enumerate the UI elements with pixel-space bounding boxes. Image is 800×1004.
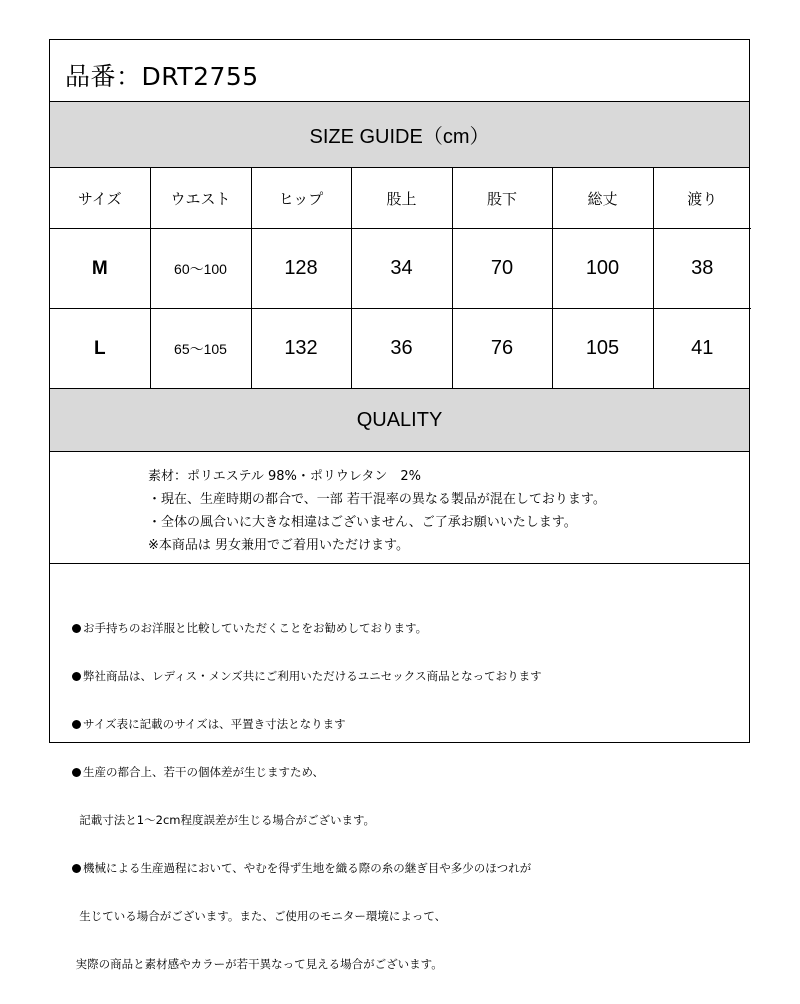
list-item <box>72 668 542 684</box>
table-cell: 100 <box>552 229 653 309</box>
list-item-continuation <box>72 956 542 972</box>
quality-note: ・全体の風合いに大きな相違はございません、ご了承お願いいたします。 <box>148 515 577 530</box>
column-header: 股下 <box>452 168 552 229</box>
table-cell: 132 <box>251 309 351 389</box>
title-row <box>50 40 749 102</box>
list-item <box>72 716 542 732</box>
bullet-icon <box>72 768 81 777</box>
column-header: 股上 <box>351 168 452 229</box>
table-cell: 41 <box>653 309 751 389</box>
bullet-icon <box>72 672 81 681</box>
note-text: 生産の都合上、若干の個体差が生じますため、 <box>83 765 325 779</box>
quality-section <box>50 452 749 564</box>
size-label: M <box>50 229 150 309</box>
quality-heading: QUALITY <box>50 388 749 452</box>
column-header: 総丈 <box>552 168 653 229</box>
table-cell: 105 <box>552 309 653 389</box>
table-cell: 128 <box>251 229 351 309</box>
table-cell: 36 <box>351 309 452 389</box>
note-text: 生じている場合がございます。また、ご使用のモニター環境によって、 <box>72 909 447 923</box>
list-item <box>72 764 542 780</box>
note-text: 実際の商品と素材感やカラーが若干異なって見える場合がございます。 <box>72 957 443 971</box>
size-table-header <box>50 168 751 229</box>
note-text: 記載寸法と1～2cm程度誤差が生じる場合がございます。 <box>72 813 376 827</box>
note-text: お手持ちのお洋服と比較していただくことをお勧めしております。 <box>83 621 428 635</box>
notes-list <box>72 588 542 1004</box>
note-text: 機械による生産過程において、やむを得ず生地を織る際の糸の継ぎ目や多少のほつれが <box>83 861 532 875</box>
size-label: L <box>50 309 150 389</box>
product-number: 品番：DRT2755 <box>65 62 259 91</box>
table-cell: 60～100 <box>150 229 251 309</box>
unisex-note: ※本商品は 男女兼用でご着用いただけます。 <box>148 538 409 553</box>
table-cell: 38 <box>653 229 751 309</box>
note-text: 弊社商品は、レディス・メンズ共にご利用いただけるユニセックス商品となっております <box>83 669 542 683</box>
column-header: サイズ <box>50 168 150 229</box>
quality-note: ・現在、生産時期の都合で、一部 若干混率の異なる製品が混在しております。 <box>148 492 606 507</box>
table-row <box>50 309 751 389</box>
table-cell: 34 <box>351 229 452 309</box>
column-header: 渡り <box>653 168 751 229</box>
note-text: サイズ表に記載のサイズは、平置き寸法となります <box>83 717 346 731</box>
bullet-icon <box>72 864 81 873</box>
list-item <box>72 860 542 876</box>
list-item-continuation <box>72 908 542 924</box>
material-line: 素材：ポリエステル 98%・ポリウレタン 2% <box>148 469 421 484</box>
table-cell: 70 <box>452 229 552 309</box>
table-cell: 76 <box>452 309 552 389</box>
table-row <box>50 229 751 309</box>
column-header: ウエスト <box>150 168 251 229</box>
size-table <box>50 168 751 388</box>
table-cell: 65～105 <box>150 309 251 389</box>
column-header: ヒップ <box>251 168 351 229</box>
list-item <box>72 620 542 636</box>
size-guide-heading: SIZE GUIDE（cm） <box>50 102 749 168</box>
bullet-icon <box>72 720 81 729</box>
size-chart-sheet <box>49 39 750 971</box>
bullet-icon <box>72 624 81 633</box>
